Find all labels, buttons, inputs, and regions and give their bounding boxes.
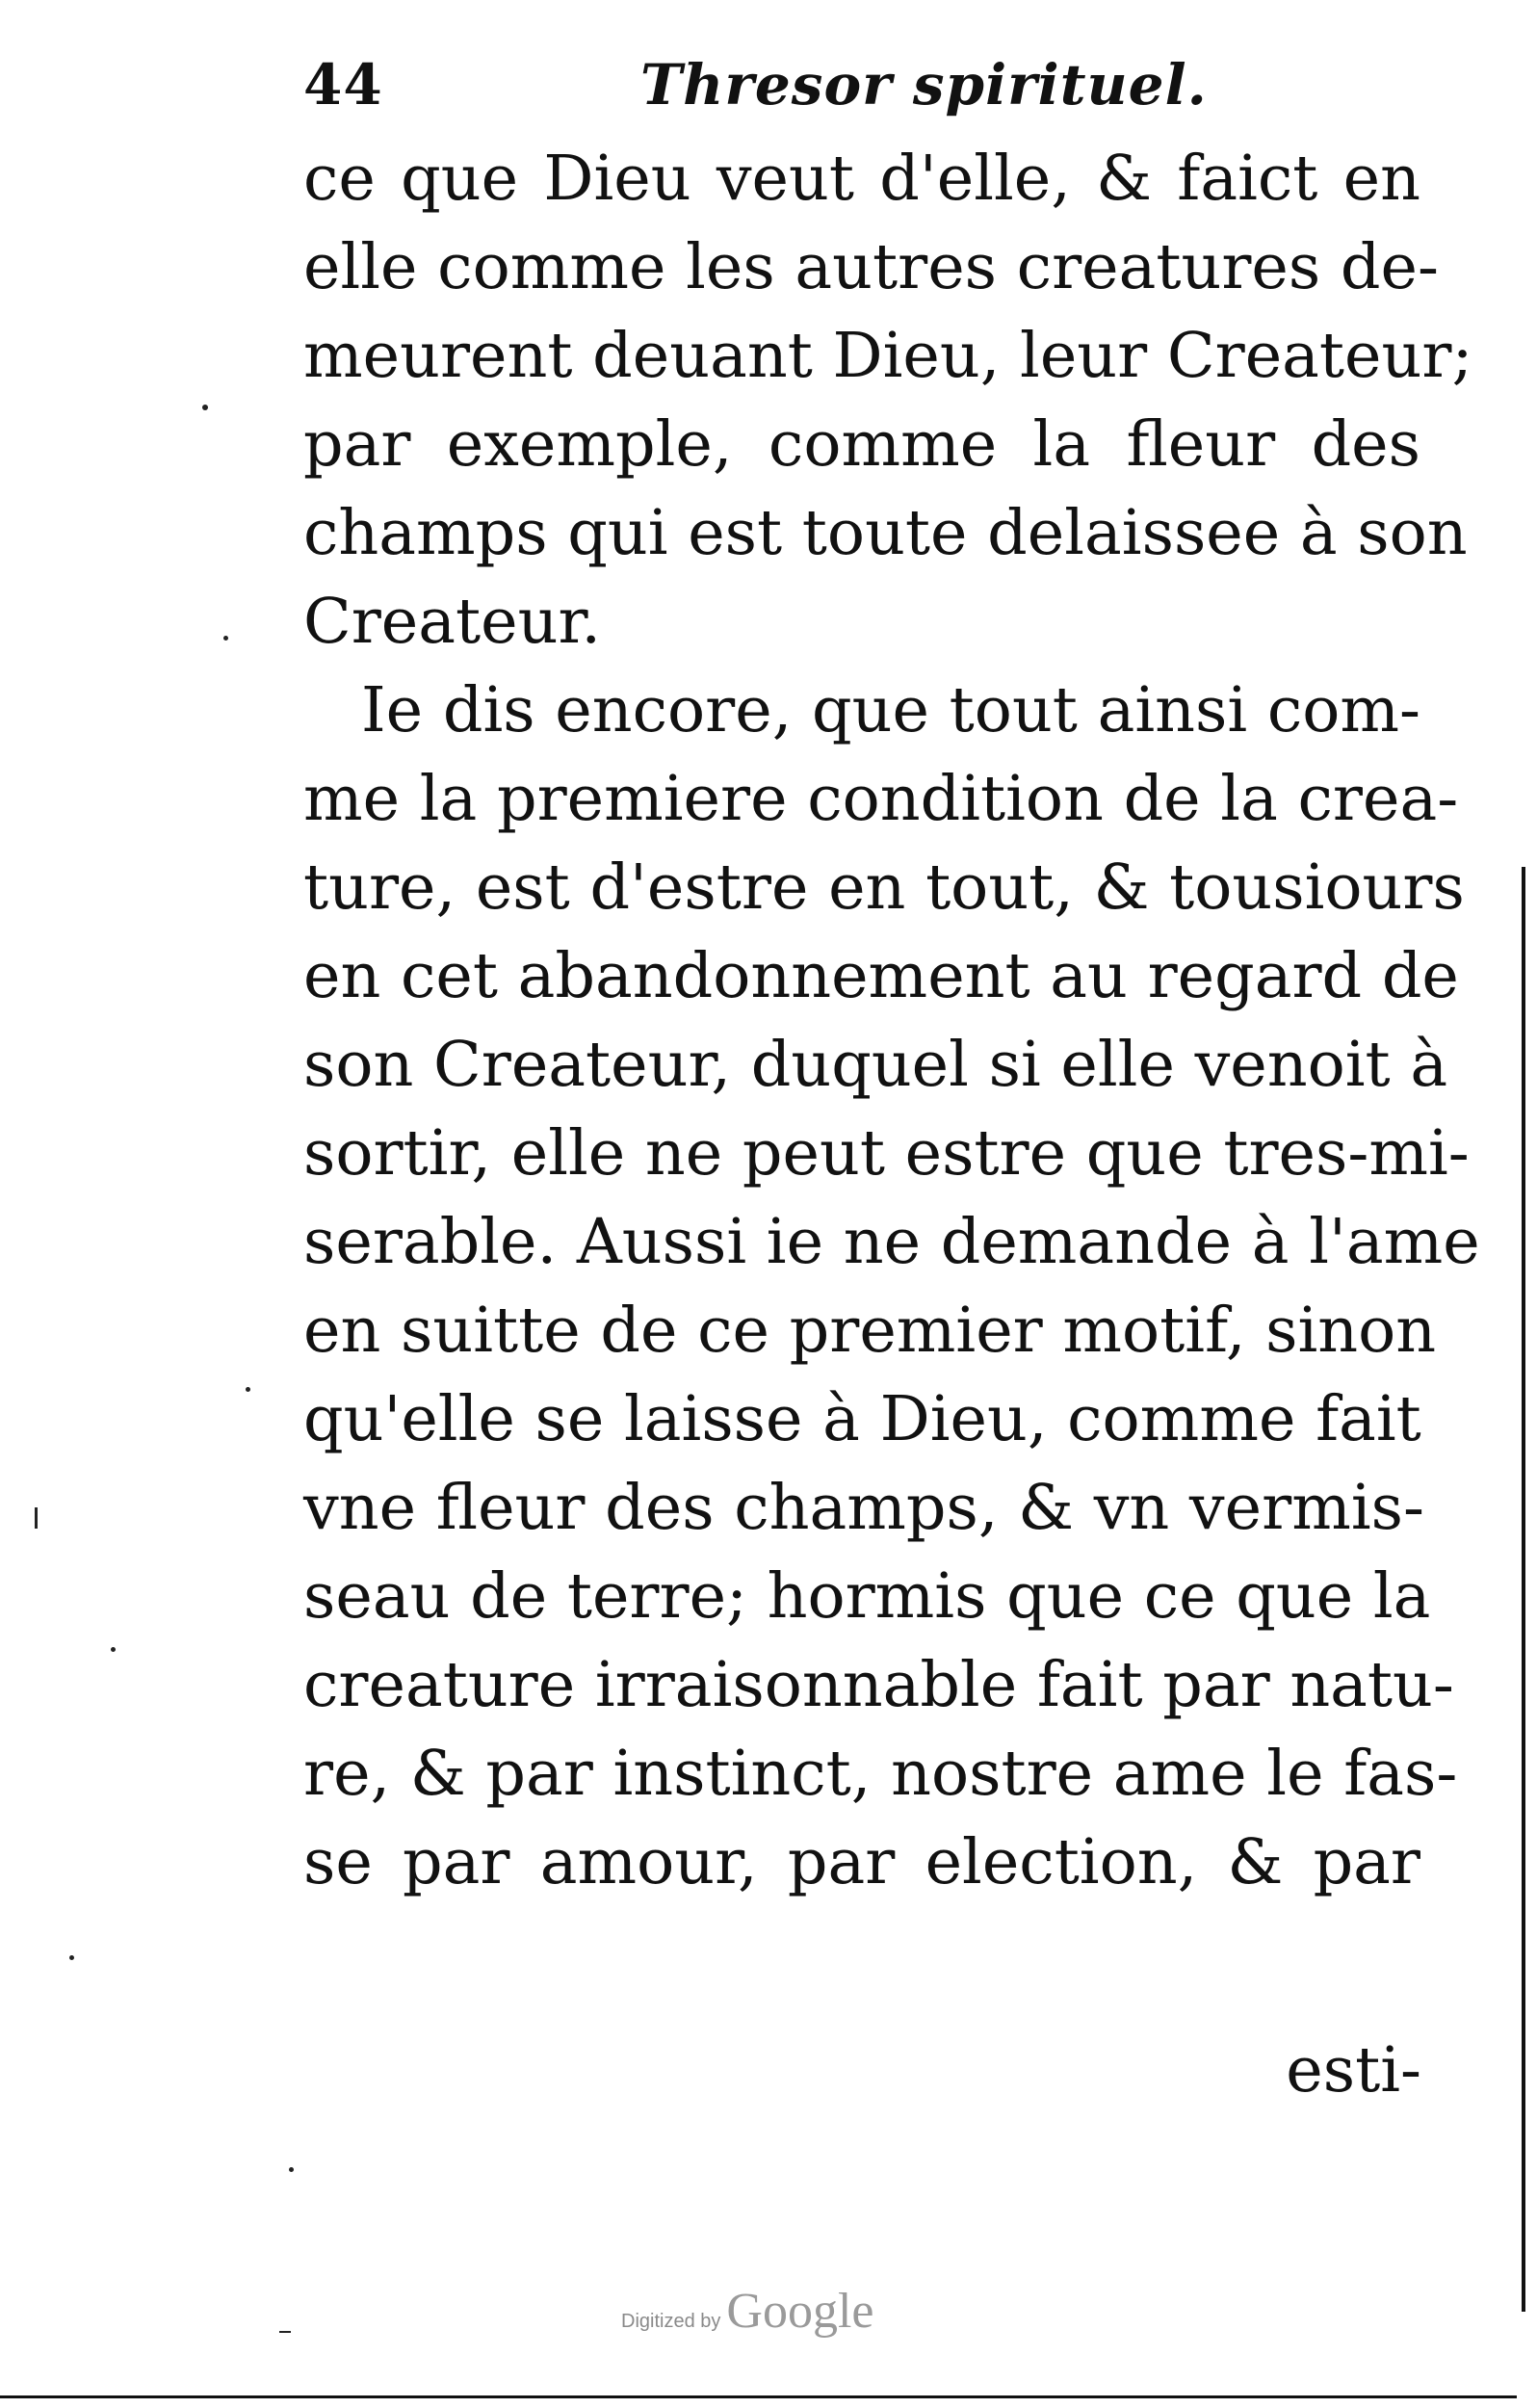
text-line: Ie dis encore, que tout ainsi com- xyxy=(361,674,1420,746)
scan-speck xyxy=(69,1955,74,1960)
page-edge-shadow xyxy=(1522,867,1525,2312)
digitized-by-label: Digitized by xyxy=(621,2311,721,2332)
bottom-rule xyxy=(0,2395,1517,2398)
running-title: Thresor spirituel. xyxy=(640,52,1208,118)
scan-speck xyxy=(35,1507,38,1529)
google-logo: Google xyxy=(726,2284,874,2339)
scan-speck xyxy=(223,636,228,641)
text-line: en suitte de ce premier motif, sinon xyxy=(303,1295,1437,1367)
text-line: elle comme les autres creatures de- xyxy=(303,231,1439,303)
text-line: champs qui est toute delaissee à son xyxy=(303,497,1468,569)
page-number: 44 xyxy=(303,52,383,118)
catchword: esti- xyxy=(1286,2034,1421,2107)
text-line: sortir, elle ne peut estre que tres-mi- xyxy=(303,1117,1470,1190)
scan-speck xyxy=(246,1387,250,1392)
text-line: qu'elle se laisse à Dieu, comme fait xyxy=(303,1383,1421,1455)
text-line: se par amour, par election, & par xyxy=(303,1826,1420,1898)
text-line: Createur. xyxy=(303,586,602,658)
digitization-watermark xyxy=(621,2283,873,2340)
text-line: vne fleur des champs, & vn vermis- xyxy=(303,1472,1424,1544)
scan-speck xyxy=(289,2167,294,2172)
text-line: en cet abandonnement au regard de xyxy=(303,940,1459,1012)
text-line: par exemple, comme la fleur des xyxy=(303,408,1420,481)
text-line: ce que Dieu veut d'elle, & faict en xyxy=(303,143,1420,215)
text-line: serable. Aussi ie ne demande à l'ame xyxy=(303,1206,1480,1278)
scan-speck xyxy=(202,405,208,410)
scan-speck xyxy=(279,2331,291,2333)
page-header xyxy=(303,39,1445,130)
scan-speck xyxy=(111,1647,116,1652)
text-line: me la premiere condition de la crea- xyxy=(303,763,1459,835)
text-line: ture, est d'estre en tout, & tousiours xyxy=(303,851,1465,924)
text-line: re, & par instinct, nostre ame le fas- xyxy=(303,1738,1458,1810)
text-line: creature irraisonnable fait par natu- xyxy=(303,1649,1454,1721)
text-line: seau de terre; hormis que ce que la xyxy=(303,1560,1431,1633)
text-line: meurent deuant Dieu, leur Createur; xyxy=(303,320,1473,392)
text-line: son Createur, duquel si elle venoit à xyxy=(303,1029,1448,1101)
body-text xyxy=(303,135,1480,1907)
